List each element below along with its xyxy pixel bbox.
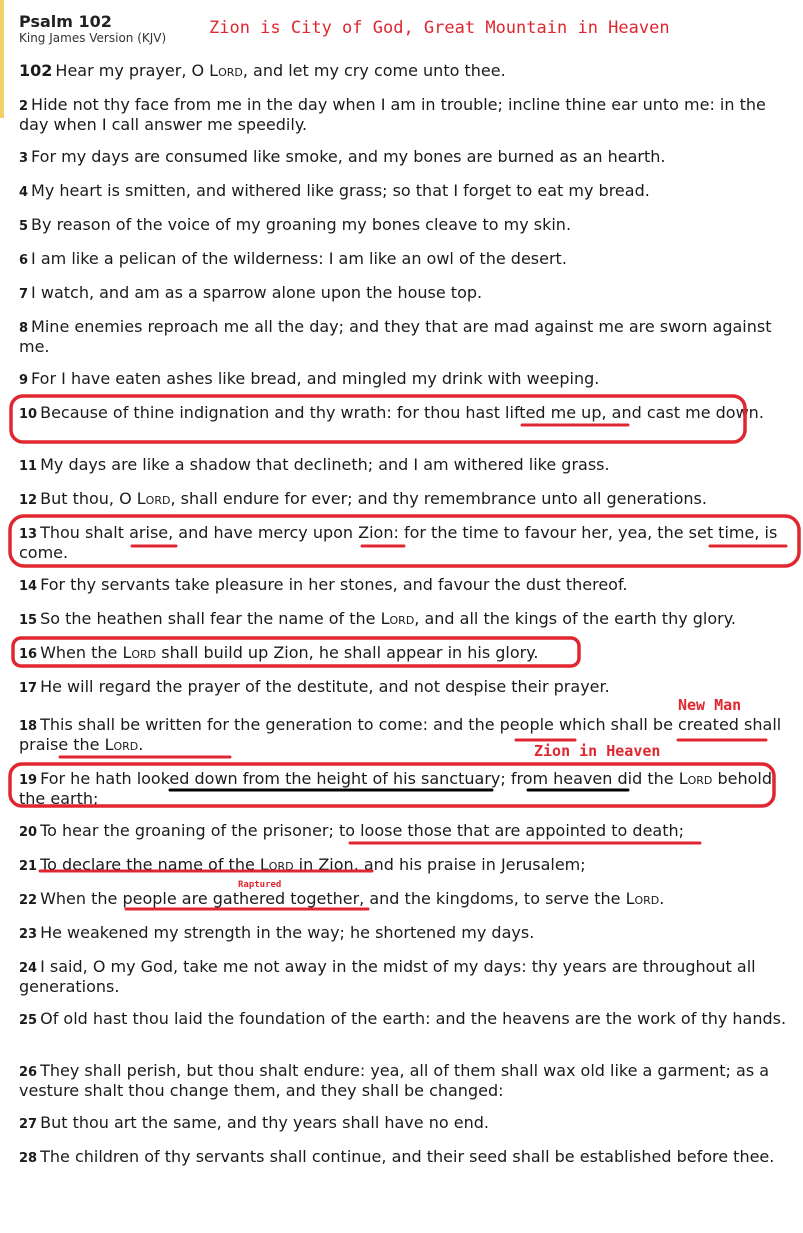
verse-number: 18: [19, 719, 38, 734]
verse-102: [19, 62, 789, 80]
verse-23: [19, 924, 789, 944]
verse-number: 2: [19, 99, 29, 114]
verse-text: Of old hast thou laid the foundation of the earth: and the heavens are the work of thy hands.: [40, 1009, 787, 1028]
verse-number: 12: [19, 493, 38, 508]
verse-10: [19, 404, 789, 424]
verse-number: 8: [19, 321, 29, 336]
verse-text: To hear the groaning of the prisoner; to loose those that are appointed to death;: [40, 821, 685, 840]
verse-text: My days are like a shadow that declineth; and I am withered like grass.: [40, 455, 610, 474]
verse-number: 9: [19, 373, 29, 388]
verse-number: 10: [19, 407, 38, 422]
verse-number: 15: [19, 613, 38, 628]
verse-number: 4: [19, 185, 29, 200]
verse-text: So the heathen shall fear the name of the Lord, and all the kings of the earth thy glory.: [40, 609, 736, 628]
verse-number: 11: [19, 459, 38, 474]
verse-3: [19, 148, 789, 168]
verse-text: Mine enemies reproach me all the day; and they that are mad against me are sworn against me.: [19, 317, 772, 356]
page-title: Psalm 102: [19, 12, 112, 31]
verse-11: [19, 456, 789, 476]
verse-text: When the people are gathered together, and the kingdoms, to serve the Lord.: [40, 889, 665, 908]
verse-19: [19, 770, 789, 808]
verse-text: For he hath looked down from the height of his sanctuary; from heaven did the Lord behold the earth;: [19, 769, 772, 808]
verse-text: Because of thine indignation and thy wrath: for thou hast lifted me up, and cast me down.: [40, 403, 764, 422]
verse-number: 14: [19, 579, 38, 594]
verse-8: [19, 318, 789, 356]
verse-number: 16: [19, 647, 38, 662]
verse-text: Thou shalt arise, and have mercy upon Zion: for the time to favour her, yea, the set time, is come.: [19, 523, 778, 562]
verse-text: I said, O my God, take me not away in the midst of my days: thy years are throughout all generations.: [19, 957, 756, 996]
verse-number: 17: [19, 681, 38, 696]
verse-text: I am like a pelican of the wilderness: I am like an owl of the desert.: [31, 249, 567, 268]
verse-13: [19, 524, 789, 562]
verse-14: [19, 576, 789, 596]
verse-26: [19, 1062, 789, 1100]
verse-number: 20: [19, 825, 38, 840]
verse-number: 27: [19, 1117, 38, 1132]
verse-number: 23: [19, 927, 38, 942]
verse-text: To declare the name of the Lord in Zion, and his praise in Jerusalem;: [40, 855, 586, 874]
verse-22: [19, 890, 789, 910]
verse-text: He weakened my strength in the way; he shortened my days.: [40, 923, 535, 942]
verse-number: 3: [19, 151, 29, 166]
passage-header: [0, 0, 803, 56]
verse-number: 24: [19, 961, 38, 976]
verse-9: [19, 370, 789, 390]
verse-number: 6: [19, 253, 29, 268]
verse-16: [19, 644, 789, 664]
verse-20: [19, 822, 789, 842]
verse-18: [19, 716, 789, 754]
verse-text: Hear my prayer, O Lord, and let my cry come unto thee.: [55, 61, 506, 80]
verse-5: [19, 216, 789, 236]
verse-number: 22: [19, 893, 38, 908]
verse-text: They shall perish, but thou shalt endure: yea, all of them shall wax old like a garment; as a vesture shalt thou change them, and they shall be changed:: [19, 1061, 770, 1100]
verse-number: 19: [19, 773, 38, 788]
verse-12: [19, 490, 789, 510]
verse-text: I watch, and am as a sparrow alone upon the house top.: [31, 283, 483, 302]
verse-text: But thou art the same, and thy years shall have no end.: [40, 1113, 489, 1132]
verse-text: The children of thy servants shall continue, and their seed shall be established before thee.: [40, 1147, 775, 1166]
verse-number: 5: [19, 219, 29, 234]
verse-text: But thou, O Lord, shall endure for ever; and thy remembrance unto all generations.: [40, 489, 707, 508]
verse-27: [19, 1114, 789, 1134]
verse-text: When the Lord shall build up Zion, he shall appear in his glory.: [40, 643, 539, 662]
verse-number: 7: [19, 287, 29, 302]
verse-28: [19, 1148, 789, 1168]
verse-text: This shall be written for the generation to come: and the people which shall be created shall praise the Lord.: [19, 715, 782, 754]
verse-number: 26: [19, 1065, 38, 1080]
annotation-new-man: New Man: [678, 696, 742, 714]
handwritten-heading-note: Zion is City of God, Great Mountain in Heaven: [209, 18, 670, 38]
verse-4: [19, 182, 789, 202]
verse-6: [19, 250, 789, 270]
verse-7: [19, 284, 789, 304]
verse-number: 102: [19, 61, 53, 80]
verse-21: [19, 856, 789, 876]
verse-24: [19, 958, 789, 996]
verse-15: [19, 610, 789, 630]
annotation-raptured: Raptured: [238, 880, 282, 890]
verse-text: Hide not thy face from me in the day when I am in trouble; incline thine ear unto me: in the day when I call answer me speedily.: [19, 95, 766, 134]
verse-text: He will regard the prayer of the destitute, and not despise their prayer.: [40, 677, 610, 696]
verse-number: 28: [19, 1151, 38, 1166]
verse-text: By reason of the voice of my groaning my bones cleave to my skin.: [31, 215, 572, 234]
verse-text: For I have eaten ashes like bread, and mingled my drink with weeping.: [31, 369, 600, 388]
version-label: King James Version (KJV): [19, 31, 167, 45]
verse-17: [19, 678, 789, 698]
annotation-zion-in-heaven: Zion in Heaven: [534, 742, 661, 760]
verse-number: 13: [19, 527, 38, 542]
verse-number: 25: [19, 1013, 38, 1028]
verse-text: My heart is smitten, and withered like grass; so that I forget to eat my bread.: [31, 181, 650, 200]
verse-25: [19, 1010, 789, 1030]
verse-text: For my days are consumed like smoke, and my bones are burned as an hearth.: [31, 147, 666, 166]
verse-text: For thy servants take pleasure in her stones, and favour the dust thereof.: [40, 575, 628, 594]
verse-2: [19, 96, 789, 134]
verse-number: 21: [19, 859, 38, 874]
